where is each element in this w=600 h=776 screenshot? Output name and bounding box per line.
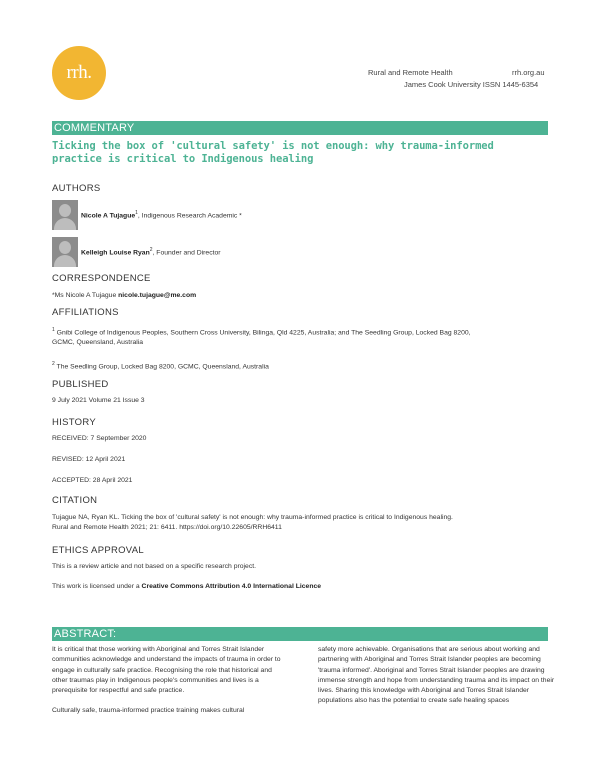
article-title-line: Ticking the box of 'cultural safety' is not enough: why trauma-informed [52,140,494,152]
author-info [81,210,242,219]
author-name[interactable]: Nicole A Tujague [81,212,136,220]
license-prefix: This work is licensed under a [52,583,142,590]
author-info [81,247,221,256]
abstract-paragraph: Culturally safe, trauma-informed practice training makes cultural [52,707,245,715]
abstract-paragraph: safety more achievable. Organisations that are serious about working and partnering with Aboriginal and Torres Strait Islander peoples are becoming 'trauma informed'. Aboriginal and Torres Strait Islander peoples are drawing immense strength and hope from understanding trauma and its impact on their lives. Sharing this knowledge with Aboriginal and Torres Strait Islander populations also has the potential to create safe healing spaces [318,646,555,705]
history-heading: HISTORY [52,417,96,428]
abstract-right-column [318,645,555,717]
published-heading: PUBLISHED [52,379,109,390]
article-title-line: practice is critical to Indigenous healing [52,153,314,165]
journal-site-link[interactable]: rrh.org.au [512,68,545,77]
author-row [52,237,221,267]
abstract-left-column [52,645,289,727]
affiliation-number: 2 [52,361,55,367]
commentary-banner: COMMENTARY [52,121,548,135]
author-role: , Founder and Director [152,249,221,257]
correspondence-text [52,291,552,301]
citation-text [52,513,552,533]
correspondence-heading: CORRESPONDENCE [52,273,151,284]
license-link[interactable]: Creative Commons Attribution 4.0 International Licence [141,583,322,590]
author-name[interactable]: Kelleigh Louise Ryan [81,249,150,257]
author-affiliation-number: 2 [149,247,153,254]
history-received: RECEIVED: 7 September 2020 [52,435,147,442]
correspondence-email-link[interactable]: nicole.tujague@me.com [118,292,197,299]
publisher-issn: James Cook University ISSN 1445-6354 [404,80,539,89]
affiliations-heading: AFFILIATIONS [52,307,119,318]
person-silhouette-icon [52,200,78,230]
journal-name: Rural and Remote Health [368,68,453,77]
author-row [52,200,242,230]
history-revised: REVISED: 12 April 2021 [52,456,126,463]
affiliation-number: 1 [52,327,55,333]
affiliation-item [52,359,552,372]
license-text [52,582,552,592]
correspondence-prefix: *Ms Nicole A Tujague [52,292,119,299]
article-title [52,140,548,166]
person-silhouette-icon [52,237,78,267]
author-role: , Indigenous Research Academic * [137,212,242,220]
authors-heading: AUTHORS [52,183,101,194]
affiliation-line: Gnibi College of Indigenous Peoples, Southern Cross University, Bilinga, Qld 4225, Australia; and The Seedling Group, Locked Bag 8200, [56,329,471,337]
ethics-text: This is a review article and not based on a specific research project. [52,563,257,570]
affiliation-line: GCMC, Queensland, Australia [52,339,144,347]
published-date: 9 July 2021 Volume 21 Issue 3 [52,397,145,404]
ethics-heading: ETHICS APPROVAL [52,545,144,556]
journal-logo: rrh. [52,46,106,100]
abstract-paragraph: It is critical that those working with Aboriginal and Torres Strait Islander communities acknowledge and understand the impacts of trauma in order to engage in culturally safe practice. Recognising the role that historical and other traumas play in Indigenous people's communities and lives is a prerequisite for respectful and safe practice. [52,646,281,695]
affiliation-item [52,325,552,348]
abstract-banner: ABSTRACT: [52,627,548,641]
author-affiliation-number: 1 [135,210,138,217]
citation-line: Tujague NA, Ryan KL. Ticking the box of 'cultural safety' is not enough: why trauma-informed practice is critical to Indigenous healing. [52,514,453,521]
citation-line[interactable]: Rural and Remote Health 2021; 21: 6411. https://doi.org/10.22605/RRH6411 [52,524,282,531]
citation-heading: CITATION [52,495,98,506]
history-accepted: ACCEPTED: 28 April 2021 [52,477,133,484]
affiliation-line: The Seedling Group, Locked Bag 8200, GCMC, Queensland, Australia [56,363,269,371]
